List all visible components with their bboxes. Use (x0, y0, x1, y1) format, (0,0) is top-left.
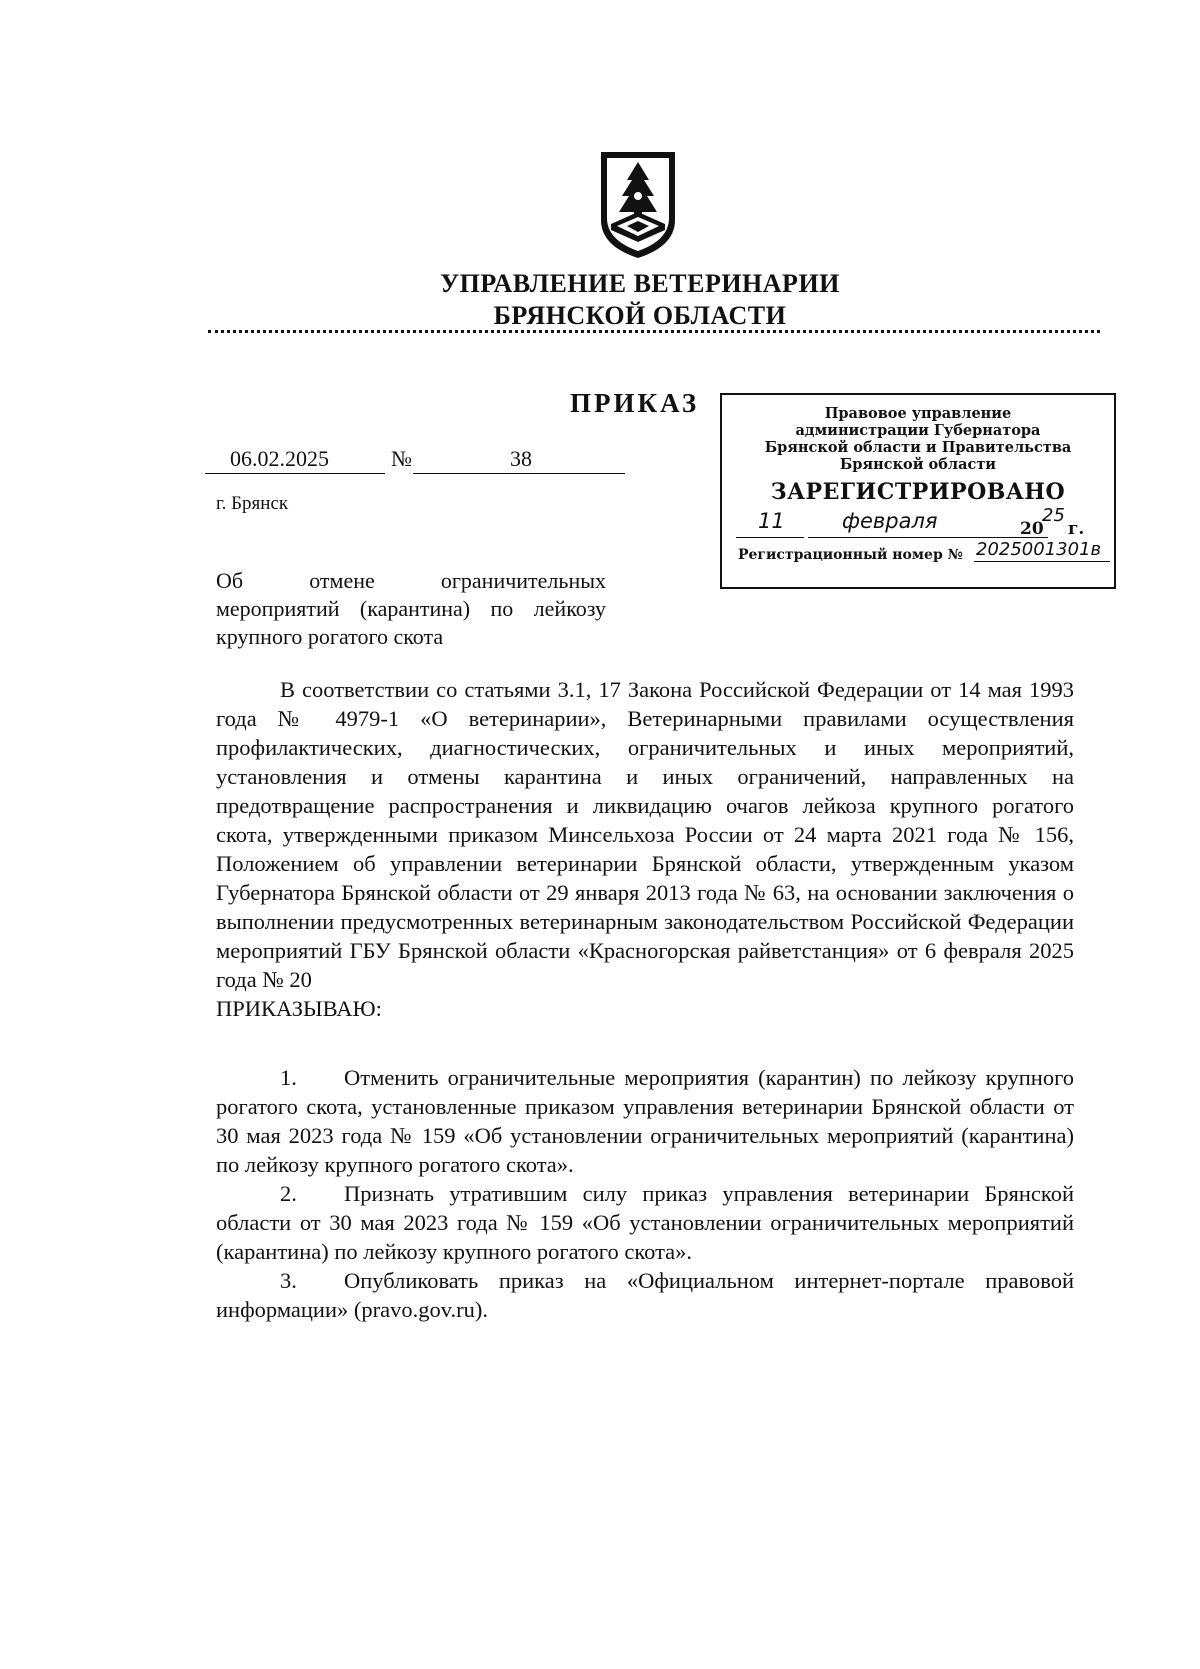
stamp-line1: Правовое управление (824, 405, 1012, 422)
header-divider (208, 330, 1100, 333)
number-sign: № (391, 446, 412, 471)
stamp-year-unit: г. (1068, 519, 1085, 539)
order-date: 06.02.2025 (230, 446, 329, 471)
stamp-day: 11 (758, 509, 785, 533)
city-line: г. Брянск (216, 493, 289, 514)
date-underline (205, 473, 385, 474)
number-underline (413, 473, 625, 474)
registration-stamp (720, 393, 1116, 589)
item-text: Опубликовать приказ на «Официальном интернет-портале правовой информации» (pravo.gov.ru). (216, 1268, 1074, 1322)
stamp-regnum-line (738, 539, 1114, 565)
order-subject: Об отмене ограничительных мероприятий (карантина) по лейкозу крупного рогатого скота (216, 568, 606, 649)
organization-title-line2: БРЯНСКОЙ ОБЛАСТИ (493, 301, 787, 330)
item-number: 3. (280, 1268, 297, 1293)
stamp-line2: администрации Губернатора (795, 422, 1041, 439)
order-item (216, 1266, 1074, 1324)
stamp-line4: Брянской области (839, 456, 997, 473)
stamp-year-suffix: 25 (1042, 505, 1065, 526)
item-number: 1. (280, 1065, 297, 1090)
stamp-line3: Брянской области и Правительства (764, 439, 1072, 456)
document-title: ПРИКАЗ (570, 388, 700, 418)
stamp-regnum-label: Регистрационный номер № (738, 547, 963, 563)
preamble-paragraph: В соответствии со статьями 3.1, 17 Закона Российской Федерации от 14 мая 1993 года № 4979-1 «О ветеринарии», Ветеринарными правилами осуществления профилактических, диагностических, ограничительных и иных мероприятий, установления и отмены карантина и иных ограничений, направленных на предотвращение распространения и ликвидацию очагов лейкоза крупного рогатого скота, утвержденными приказом Минсельхоза России от 24 марта 2021 года № 156, Положением об управлении ветеринарии Брянской области, утвержденным указом Губернатора Брянской области от 29 января 2013 года № 63, на основании заключения о выполнении предусмотренных ветеринарным законодательством Российской Федерации мероприятий ГБУ Брянской области «Красногорская райветстанция» от 6 февраля 2025 года № 20 (216, 677, 1074, 992)
order-body (216, 675, 1074, 1324)
stamp-date-line (722, 505, 1114, 539)
bryansk-coat-of-arms-icon (597, 150, 679, 260)
stamp-month: февраля (842, 509, 938, 533)
item-text: Признать утратившим силу приказ управления ветеринарии Брянской области от 30 мая 2023 года № 159 «Об установлении ограничительных мероприятий (карантина) по лейкозу крупного рогатого скота». (216, 1181, 1074, 1264)
organization-title-line1: УПРАВЛЕНИЕ ВЕТЕРИНАРИИ (440, 269, 840, 298)
stamp-regnum: 2025001301в (976, 539, 1102, 560)
item-number: 2. (280, 1181, 297, 1206)
organization-title (380, 268, 900, 332)
order-number: 38 (510, 446, 532, 471)
stamp-regnum-underline (974, 561, 1110, 562)
stamp-year-prefix: 20 (1020, 519, 1044, 539)
order-item (216, 1179, 1074, 1266)
order-item (216, 1063, 1074, 1179)
decree-word: ПРИКАЗЫВАЮ: (216, 996, 382, 1021)
item-text: Отменить ограничительные мероприятия (карантин) по лейкозу крупного рогатого скота, установленные приказом управления ветеринарии Брянской области от 30 мая 2023 года № 159 «Об установлении ограничительных мероприятий (карантина) по лейкозу крупного рогатого скота». (216, 1065, 1074, 1177)
stamp-registered: ЗАРЕГИСТРИРОВАНО (770, 479, 1066, 505)
date-number-line (205, 446, 625, 474)
